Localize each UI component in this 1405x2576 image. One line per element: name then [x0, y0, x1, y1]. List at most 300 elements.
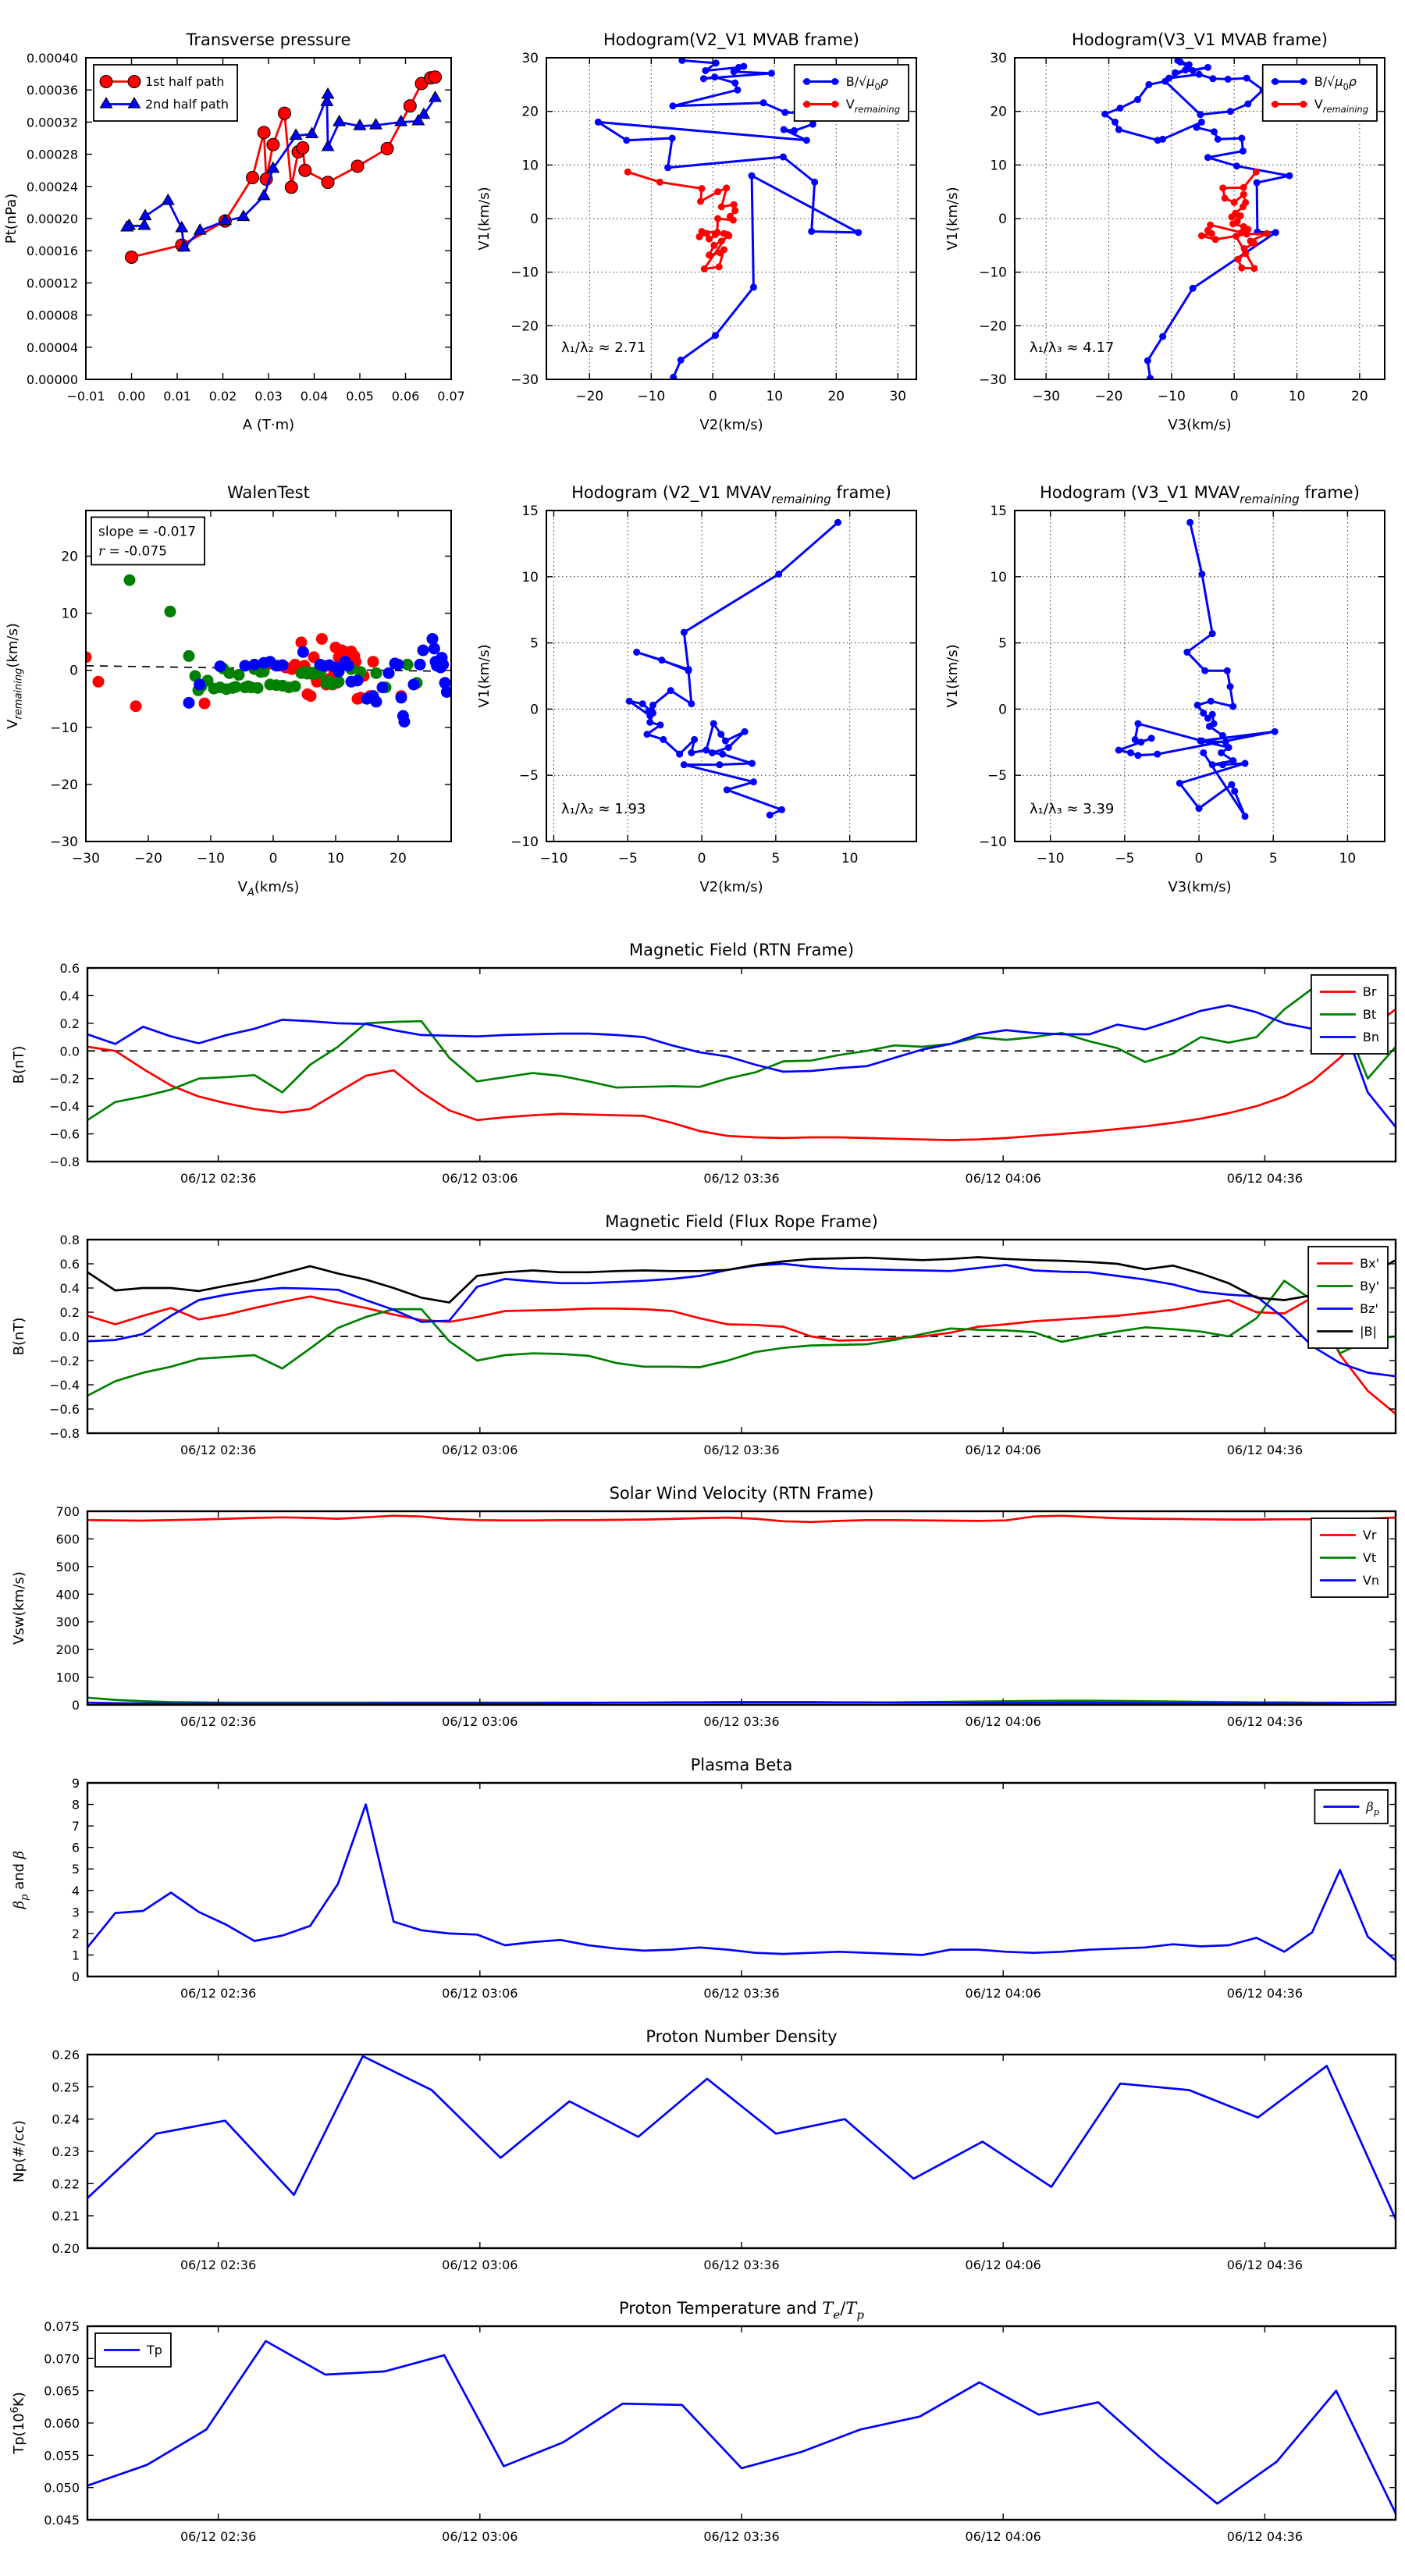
dot-marker [712, 231, 719, 238]
y-axis-label: $\beta_p$ and β [11, 1850, 31, 1909]
dot-marker [623, 137, 630, 144]
dot-marker [1183, 649, 1190, 656]
y-tick-label: 0 [530, 702, 539, 718]
dot-marker [720, 246, 727, 253]
dot-marker [1172, 69, 1179, 76]
y-tick-label: 20 [990, 104, 1007, 120]
dot-marker [714, 188, 721, 195]
x-tick-label: 06/12 02:36 [180, 2529, 257, 2544]
x-tick-label: 5 [1268, 851, 1278, 866]
x-axis-label: A (T·m) [242, 417, 295, 433]
dot-marker [1227, 108, 1234, 115]
circle-marker [305, 690, 317, 702]
dot-marker [701, 265, 708, 272]
y-tick-label: 0.00000 [26, 372, 78, 387]
x-tick-label: −5 [617, 851, 638, 866]
x-tick-label: 06/12 04:36 [1226, 2529, 1304, 2544]
x-tick-label: 0.03 [254, 389, 283, 404]
dot-marker [1209, 630, 1216, 637]
x-tick-labels [72, 851, 407, 866]
x-tick-label: 06/12 02:36 [180, 2258, 257, 2272]
y-tick-label: 3 [71, 1905, 80, 1920]
circle-marker [126, 251, 138, 263]
y-tick-label: 0.2 [59, 1016, 80, 1031]
y-tick-label: −10 [979, 265, 1007, 281]
annotation-text: λ₁/λ₃ ≈ 4.17 [1029, 339, 1115, 356]
y-tick-label: 0.050 [44, 2480, 80, 2496]
x-tick-label: 06/12 04:36 [1226, 1443, 1304, 1457]
triangle-marker [162, 194, 174, 205]
dot-marker [1204, 64, 1211, 71]
y-axis-label: V1(km/s) [476, 187, 493, 251]
dot-marker [1225, 744, 1232, 751]
dot-marker [731, 68, 738, 75]
circle-marker [316, 633, 328, 645]
x-tick-label: 06/12 04:06 [965, 1171, 1041, 1186]
dot-marker [775, 571, 782, 578]
dot-marker [656, 179, 663, 186]
y-tick-label: 0.22 [52, 2176, 80, 2192]
chart-title: Hodogram(V3_V1 MVAB frame) [1072, 30, 1328, 49]
chart-title: Hodogram (V3_V1 $MVAV_{remaining}$ frame) [1040, 483, 1360, 507]
axes-spines [87, 1511, 1396, 1705]
chart-hodogram-v2v1-mvab [468, 2, 937, 462]
circle-marker [199, 698, 211, 710]
legend-label: $V_{remaining}$ [1314, 97, 1368, 115]
circle-marker [290, 681, 301, 692]
x-tick-label: 06/12 03:36 [703, 1443, 780, 1457]
dot-marker [1161, 78, 1168, 85]
circle-marker [333, 676, 345, 688]
dot-marker [1224, 667, 1231, 674]
dot-marker [1218, 749, 1225, 756]
series-bx-prime-line [87, 1297, 1396, 1414]
dot-marker [1272, 101, 1279, 108]
dot-marker [1115, 126, 1122, 133]
dot-marker [1229, 757, 1236, 764]
x-tick-labels [575, 389, 906, 404]
x-tick-label: 06/12 03:36 [703, 1986, 780, 2001]
y-tick-label: 0.070 [44, 2351, 80, 2367]
y-tick-label: 0.065 [44, 2383, 80, 2399]
circle-marker [258, 126, 270, 139]
series-tp-line [87, 2341, 1396, 2514]
dot-marker [803, 78, 810, 85]
y-tick-label: 0.20 [52, 2241, 80, 2256]
y-tick-label: 600 [55, 1532, 80, 1547]
y-tick-label: 100 [55, 1670, 80, 1685]
y-tick-label: 7 [71, 1819, 80, 1834]
legend-label: Vt [1362, 1550, 1377, 1565]
axis-ticks [87, 2326, 1396, 2520]
dot-marker [1206, 723, 1213, 730]
y-tick-label: 20 [521, 104, 539, 120]
x-tick-label: 0 [708, 389, 717, 404]
dot-marker [1200, 749, 1207, 756]
circle-marker [183, 650, 195, 662]
x-tick-label: 20 [1351, 389, 1368, 404]
x-tick-label: 06/12 04:36 [1226, 1986, 1304, 2001]
chart-title: Plasma Beta [690, 1756, 793, 1774]
dot-marker [1196, 71, 1203, 78]
circle-marker [396, 692, 407, 703]
chart-title: Magnetic Field (RTN Frame) [628, 941, 855, 959]
hodogram-v2v1-mvav-plot [468, 464, 937, 924]
hodogram-v3v1-mvab-plot [937, 2, 1405, 462]
dot-marker [709, 749, 716, 756]
dot-marker [717, 731, 724, 738]
dot-marker [731, 80, 738, 87]
dot-marker [740, 62, 747, 69]
circle-marker [437, 659, 449, 671]
legend-label: Vn [1362, 1573, 1379, 1588]
y-axis-label: V1(km/s) [476, 644, 493, 708]
x-tick-label: 06/12 03:06 [442, 1714, 518, 1729]
circle-marker [299, 164, 311, 176]
x-tick-label: −10 [197, 851, 225, 866]
x-tick-label: 0 [697, 851, 706, 866]
y-tick-label: −0.2 [49, 1354, 80, 1368]
chart-title: Hodogram(V2_V1 MVAB frame) [603, 30, 859, 49]
triangle-marker [306, 127, 318, 137]
dot-marker [688, 700, 695, 707]
dot-marker [678, 357, 685, 364]
dot-marker [1148, 735, 1155, 742]
dot-marker [781, 126, 788, 133]
y-tick-label: 20 [61, 549, 78, 565]
series-bt-line [87, 989, 1396, 1120]
dot-marker [1240, 184, 1247, 191]
circle-marker [247, 171, 259, 183]
circle-marker [285, 181, 297, 194]
circle-marker [215, 660, 226, 672]
x-tick-label: 0.01 [163, 389, 191, 404]
x-tick-label: −20 [575, 389, 604, 404]
dot-marker [699, 185, 706, 192]
proton-number-density-plot [0, 2020, 1405, 2292]
y-tick-label: 5 [71, 1862, 80, 1877]
dot-marker [1159, 136, 1166, 143]
series-bz-prime-line [87, 1264, 1396, 1376]
dot-marker [1238, 135, 1245, 142]
x-tick-label: 10 [327, 851, 344, 866]
dot-marker [1242, 760, 1249, 767]
x-tick-labels [180, 1171, 1303, 1186]
y-tick-label: −30 [50, 834, 78, 850]
circle-marker [165, 606, 176, 617]
dot-marker [1240, 191, 1247, 198]
dot-marker [1253, 169, 1260, 176]
dot-marker [1272, 229, 1279, 236]
dot-marker [808, 228, 815, 235]
y-tick-label: 0 [69, 663, 78, 679]
y-tick-label: 10 [990, 569, 1007, 585]
dot-marker [1101, 111, 1108, 118]
triangle-marker [138, 219, 150, 229]
legend-label: Bn [1362, 1030, 1379, 1044]
x-tick-label: 06/12 03:06 [442, 1443, 518, 1457]
dot-marker [725, 744, 732, 751]
dot-marker [1197, 111, 1204, 118]
dot-marker [646, 719, 653, 726]
x-tick-label: 06/12 03:36 [703, 1171, 780, 1186]
y-tick-labels [49, 961, 80, 1169]
x-tick-label: 06/12 02:36 [180, 1714, 257, 1729]
x-tick-label: 0.05 [346, 389, 374, 404]
legend [795, 65, 909, 121]
chart-magnetic-field-rtn [0, 934, 1405, 1205]
circle-marker [427, 633, 439, 645]
x-tick-label: 0 [1194, 851, 1204, 866]
y-axis-label: $V_{remaining}(km/s)$ [5, 623, 25, 729]
dot-marker [1154, 751, 1161, 758]
x-axis-label: V3(km/s) [1168, 417, 1232, 433]
legend [1308, 1247, 1388, 1348]
y-tick-label: −0.8 [49, 1155, 80, 1169]
x-tick-label: 0.04 [300, 389, 329, 404]
dot-marker [1250, 265, 1257, 272]
y-tick-label: 15 [521, 503, 539, 519]
chart-title: Solar Wind Velocity (RTN Frame) [609, 1484, 874, 1503]
y-tick-label: 0.045 [44, 2513, 80, 2528]
y-tick-label: −10 [510, 834, 539, 850]
x-tick-label: 06/12 04:06 [965, 1443, 1041, 1457]
dot-marker [809, 121, 816, 128]
x-tick-label: 06/12 03:36 [703, 2529, 780, 2544]
series-bn-line [87, 1005, 1396, 1127]
y-tick-labels [979, 503, 1007, 850]
x-tick-label: 0.06 [391, 389, 420, 404]
axis-ticks [87, 1511, 1396, 1705]
dot-marker [767, 812, 774, 819]
y-tick-labels [52, 2048, 80, 2256]
dot-marker [656, 721, 663, 728]
y-tick-label: 6 [71, 1840, 80, 1856]
circle-marker [429, 642, 440, 654]
y-tick-label: −5 [518, 768, 539, 785]
y-tick-label: 9 [71, 1776, 80, 1791]
y-tick-labels [44, 2319, 80, 2528]
x-tick-label: 10 [841, 851, 859, 866]
dot-marker [724, 786, 731, 793]
y-tick-label: 8 [71, 1797, 80, 1813]
x-tick-label: 06/12 03:06 [442, 2529, 518, 2544]
circle-marker [381, 142, 393, 155]
dot-marker [1190, 67, 1197, 74]
dot-marker [1209, 711, 1216, 718]
x-tick-label: 06/12 03:06 [442, 2258, 518, 2272]
series-np-line [87, 2056, 1396, 2219]
dot-marker [1194, 702, 1201, 709]
dot-marker [669, 102, 676, 109]
chart-title: Transverse pressure [186, 30, 351, 49]
series-np [87, 2056, 1396, 2219]
y-tick-label: 30 [521, 51, 539, 66]
dot-marker [1229, 703, 1236, 710]
legend [1263, 65, 1377, 121]
x-axis-label: V2(km/s) [699, 417, 763, 433]
dot-marker [716, 263, 723, 270]
dot-marker [831, 101, 838, 108]
annotation-text: λ₁/λ₂ ≈ 2.71 [560, 339, 646, 356]
chart-hodogram-v3v1-mvab [937, 2, 1405, 462]
y-tick-label: 5 [998, 635, 1007, 652]
circle-marker [429, 71, 442, 84]
y-tick-label: 500 [55, 1559, 80, 1574]
chart-title: Hodogram (V2_V1 $MVAV_{remaining}$ frame) [571, 483, 891, 507]
y-tick-label: 0.00028 [26, 147, 78, 162]
y-tick-label: 0.075 [44, 2319, 80, 2334]
x-tick-label: 10 [766, 389, 784, 404]
dot-marker [1300, 78, 1307, 85]
dot-marker [1219, 184, 1226, 191]
triangle-marker [258, 190, 270, 200]
legend [1311, 975, 1388, 1054]
y-tick-label: 15 [990, 503, 1007, 519]
circle-marker [267, 138, 279, 151]
annotation-line: slope = -0.017 [98, 524, 197, 540]
dot-marker [1198, 119, 1205, 126]
y-axis-label: V1(km/s) [944, 644, 961, 708]
dot-marker [724, 231, 731, 238]
dot-marker [643, 731, 650, 738]
dot-marker [749, 173, 756, 180]
circle-marker [368, 656, 379, 667]
chart-proton-number-density [0, 2020, 1405, 2292]
x-tick-label: 06/12 02:36 [180, 1443, 257, 1457]
series-b-alfven-line [1105, 60, 1289, 378]
dot-marker [1229, 220, 1236, 227]
hodogram-v3v1-mvav-plot [937, 464, 1405, 924]
annotation-text: λ₁/λ₃ ≈ 3.39 [1029, 800, 1115, 817]
chart-title: WalenTest [227, 483, 310, 502]
dot-marker [1209, 761, 1216, 768]
y-tick-label: 0.060 [44, 2416, 80, 2431]
dot-marker [1240, 148, 1247, 155]
y-tick-label: 0.00012 [26, 276, 78, 291]
y-tick-label: 0 [998, 702, 1007, 718]
y-tick-label: 0.00032 [26, 115, 78, 130]
series-beta-p-line [87, 1805, 1396, 1961]
circle-marker [371, 667, 382, 679]
dot-marker [1112, 119, 1119, 126]
dot-marker [1211, 128, 1218, 135]
dot-marker [685, 667, 692, 674]
dot-marker [664, 164, 671, 171]
y-tick-label: 200 [55, 1642, 80, 1658]
y-axis-label: V1(km/s) [944, 187, 961, 251]
dot-marker [780, 154, 787, 161]
series-v-mvav-line [629, 522, 838, 815]
dot-marker [1193, 124, 1200, 131]
x-tick-label: −10 [1036, 851, 1065, 866]
dot-marker [688, 749, 695, 756]
axis-ticks [87, 2055, 1396, 2248]
x-tick-label: −30 [1032, 389, 1061, 404]
chart-transverse-pressure [0, 2, 468, 462]
dot-marker [1116, 105, 1123, 112]
series-v-mvav [1115, 519, 1279, 820]
circle-marker [130, 700, 142, 712]
triangle-marker [176, 222, 187, 232]
dot-marker [697, 198, 704, 205]
circle-marker [128, 76, 140, 88]
x-tick-label: 0.00 [117, 389, 146, 404]
dot-marker [716, 761, 723, 768]
dot-marker [706, 251, 713, 258]
y-tick-label: 0.26 [52, 2048, 80, 2062]
dot-marker [1219, 732, 1226, 739]
y-tick-label: 0.00020 [26, 212, 78, 226]
dot-marker [660, 736, 667, 743]
dot-marker [1228, 213, 1235, 220]
x-tick-labels [180, 2258, 1303, 2272]
dot-marker [691, 736, 698, 743]
x-tick-label: 06/12 04:06 [965, 1986, 1041, 2001]
y-tick-label: −20 [510, 318, 539, 335]
dot-marker [791, 127, 798, 134]
dot-marker [595, 119, 602, 126]
y-tick-label: −0.8 [49, 1426, 80, 1441]
circle-marker [343, 660, 354, 671]
magnetic-field-rtn-plot [0, 934, 1405, 1205]
x-tick-label: 06/12 03:06 [442, 1986, 518, 2001]
y-tick-label: 10 [61, 606, 78, 622]
dot-marker [700, 75, 707, 82]
y-tick-label: 0.0 [59, 1044, 80, 1059]
y-tick-label: −10 [979, 834, 1007, 850]
series-beta-p [87, 1805, 1396, 1961]
circle-marker [383, 667, 395, 679]
series-bt [87, 989, 1396, 1120]
y-tick-labels [49, 1233, 80, 1441]
dot-marker [1176, 780, 1183, 787]
series-v-mvav [626, 519, 841, 819]
y-tick-label: 10 [521, 569, 539, 585]
y-tick-label: 0.00004 [26, 340, 78, 355]
circle-marker [408, 678, 420, 690]
x-axis-label: V2(km/s) [699, 879, 763, 895]
dot-marker [1244, 101, 1251, 108]
dot-marker [1135, 752, 1142, 759]
dot-marker [742, 728, 749, 735]
legend-label: $V_{remaining}$ [845, 97, 900, 115]
y-tick-label: −30 [979, 372, 1007, 388]
y-tick-label: 400 [55, 1587, 80, 1603]
dot-marker [1198, 571, 1205, 578]
dot-marker [633, 649, 640, 656]
dot-marker [718, 203, 725, 210]
x-tick-label: 06/12 03:36 [703, 2258, 780, 2272]
chart-hodogram-v3v1-mvav [937, 464, 1405, 924]
dot-marker [1201, 667, 1208, 674]
dot-marker [1204, 154, 1211, 161]
x-tick-label: 10 [1288, 389, 1306, 404]
chart-title: Magnetic Field (Flux Rope Frame) [605, 1212, 878, 1231]
legend-label: Tp [147, 2343, 162, 2357]
dot-marker [695, 233, 702, 240]
dot-marker [1212, 236, 1219, 243]
proton-temperature-plot [0, 2292, 1405, 2564]
circle-marker [404, 100, 416, 112]
series-b-magnitude-line [87, 1258, 1396, 1303]
x-axis-label: V3(km/s) [1168, 879, 1232, 895]
circle-marker [414, 659, 426, 671]
x-tick-label: 30 [889, 389, 907, 404]
dot-marker [1208, 230, 1215, 237]
x-tick-label: −0.01 [66, 389, 105, 404]
y-tick-label: 0.6 [59, 1257, 80, 1272]
